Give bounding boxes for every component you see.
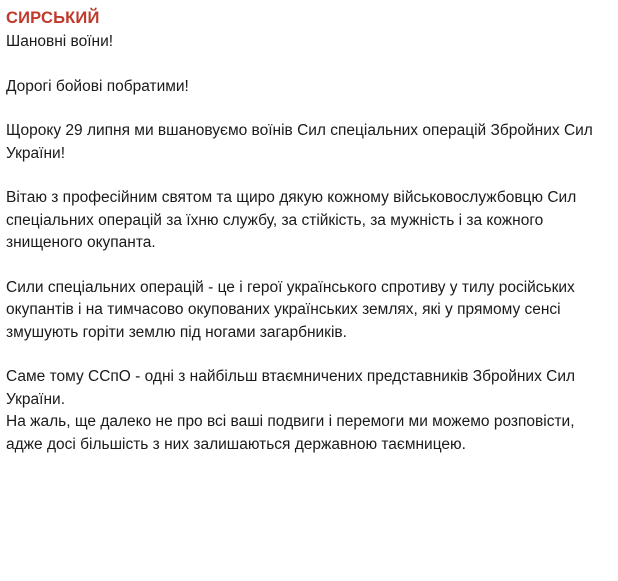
paragraph-date: Щороку 29 липня ми вшановуємо воїнів Сил спеціальних операцій Збройних Сил України!: [6, 122, 593, 162]
paragraph-greeting: Шановні воїни!: [6, 33, 114, 50]
paragraph-spacer: [6, 255, 612, 277]
paragraph-congratulation: Вітаю з професійним святом та щиро дякую кожному військовослужбовцю Сил спеціальних операцій за їхню службу, за стійкість, за мужність і за кожного знищеного окупанта.: [6, 189, 577, 251]
paragraph-spacer: [6, 54, 612, 76]
paragraph-resistance: Сили спеціальних операцій - це і герої українського спротиву у тилу російських окупантів і на тимчасово окупованих українських землях, які у прямому сенсі змушують горіти землю під ногами загарбників.: [6, 278, 575, 341]
paragraph-spacer: [6, 98, 612, 120]
paragraph-state-secret: На жаль, ще далеко не про всі ваші подвиги і перемоги ми можемо розповісти, адже досі більшість з них залишаються державною таємницею.: [6, 413, 575, 453]
page-title: СИРСЬКИЙ: [6, 9, 100, 27]
paragraph-secrecy: Саме тому ССпО - одні з найбільш втаємничених представників Збройних Сил України.: [6, 368, 576, 408]
paragraph-spacer: [6, 344, 612, 366]
paragraph-comrades: Дорогі бойові побратими!: [6, 77, 189, 95]
paragraph-spacer: [6, 165, 612, 187]
